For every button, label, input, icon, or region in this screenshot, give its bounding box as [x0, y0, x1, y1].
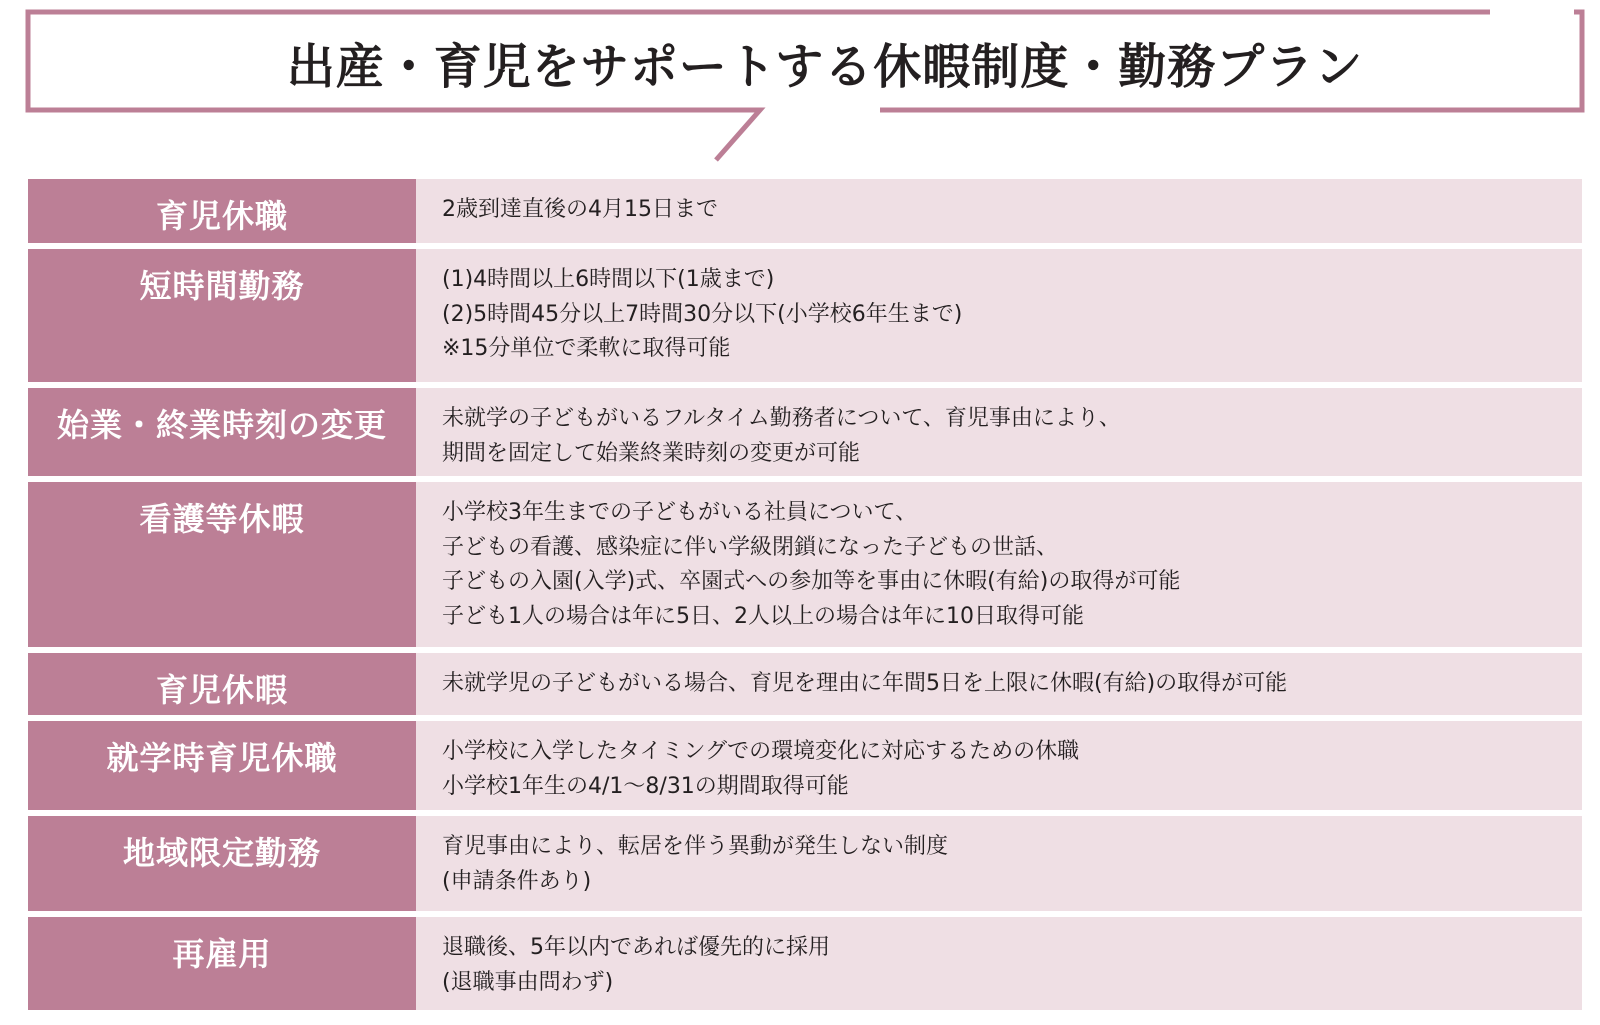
row-description [416, 653, 1582, 715]
row-label: 就学時育児休職 [28, 721, 416, 810]
row-description [416, 388, 1582, 476]
plan-row-rehire [28, 917, 1582, 1010]
description-line: 小学校3年生までの子どもがいる社員について、 [442, 500, 918, 525]
row-label: 育児休職 [28, 179, 416, 243]
plan-row-short-hours [28, 249, 1582, 382]
description-line: 未就学児の子どもがいる場合、育児を理由に年間5日を上限に休暇(有給)の取得が可能 [442, 671, 1288, 696]
description-line: 2歳到達直後の4月15日まで [442, 197, 718, 222]
row-description [416, 249, 1582, 382]
description-line: (申請条件あり) [442, 868, 592, 894]
row-description [416, 721, 1582, 810]
plan-table [28, 179, 1582, 1016]
description-line: 小学校に入学したタイミングでの環境変化に対応するための休職 [442, 739, 1080, 764]
description-line: ※15分単位で柔軟に取得可能 [442, 336, 731, 361]
description-line: 小学校1年生の4/1～8/31の期間取得可能 [442, 773, 849, 799]
row-label: 看護等休暇 [28, 482, 416, 647]
plan-row-nursing-leave [28, 482, 1582, 647]
plan-row-school-entry-leave [28, 721, 1582, 810]
description-line: (2)5時間45分以上7時間30分以下(小学校6年生まで) [442, 301, 963, 327]
description-line: 退職後、5年以内であれば優先的に採用 [442, 935, 830, 960]
row-label: 短時間勤務 [28, 249, 416, 382]
description-line: 子ども1人の場合は年に5日、2人以上の場合は年に10日取得可能 [442, 603, 1084, 629]
description-line: 育児事由により、転居を伴う異動が発生しない制度 [442, 834, 949, 859]
plan-row-region-limited [28, 816, 1582, 911]
description-line: 子どもの入園(入学)式、卒園式への参加等を事由に休暇(有給)の取得が可能 [442, 569, 1181, 594]
description-line: 子どもの看護、感染症に伴い学級閉鎖になった子どもの世話、 [442, 534, 1059, 560]
row-label: 始業・終業時刻の変更 [28, 388, 416, 476]
row-description [416, 179, 1582, 243]
description-line: 期間を固定して始業終業時刻の変更が可能 [442, 440, 861, 466]
row-label: 再雇用 [28, 917, 416, 1010]
page-title: 出産・育児をサポートする休暇制度・勤務プラン [286, 39, 1364, 95]
row-description [416, 917, 1582, 1010]
plan-row-childcare-holiday [28, 653, 1582, 715]
description-line: (1)4時間以上6時間以下(1歳まで) [442, 267, 775, 292]
description-line: (退職事由問わず) [442, 969, 614, 995]
row-description [416, 816, 1582, 911]
row-label: 地域限定勤務 [28, 816, 416, 911]
row-description [416, 482, 1582, 647]
plan-row-childcare-leave [28, 179, 1582, 243]
row-label: 育児休暇 [28, 653, 416, 715]
description-line: 未就学の子どもがいるフルタイム勤務者について、育児事由により、 [442, 406, 1121, 431]
plan-row-flex-start-end [28, 388, 1582, 476]
